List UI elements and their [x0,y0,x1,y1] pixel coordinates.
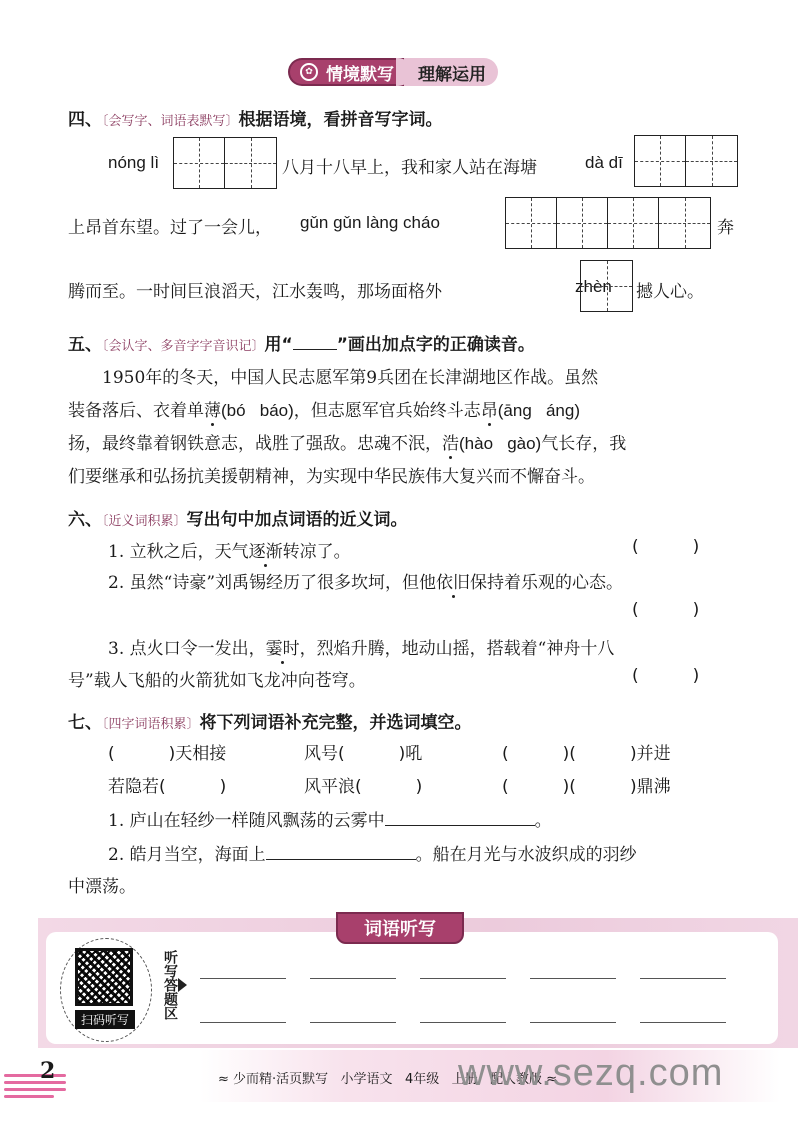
arrow-right-icon [178,978,187,992]
section-banner [288,58,498,86]
q7-s2-pre: 2. 皓月当空，海面上 [108,845,266,865]
banner-left-label: 情境默写 [326,64,394,85]
dictation-line[interactable] [530,978,616,979]
dotted-char-hao: 浩 [442,434,459,454]
q4-pinyin-nongli: nóng lì [108,153,160,172]
dictation-line[interactable] [420,978,506,979]
answer-area-label: 听写答题区 [162,950,178,1020]
q6-instruction: 写出句中加点词语的近义词。 [186,510,408,530]
q6-tag: 〔近义词积累〕 [102,514,187,529]
q7-sentence-2 [108,840,637,865]
q5-instruction-post: ”画出加点字的正确读音。 [336,335,535,355]
q7-s1-post: 。 [534,811,552,831]
banner-right [404,58,498,86]
q7-idiom-1[interactable]: ( )天相接 [108,744,227,764]
q7-s1-blank[interactable] [385,808,535,826]
banner-left [288,58,404,86]
q6-heading [68,505,408,530]
q6-answer-1[interactable]: ( ) [632,537,700,557]
q6-item3-post: ，烈焰升腾，地动山摇，搭载着“神舟十八 [299,639,615,659]
q7-idiom-4[interactable]: 若隐若( ) [108,777,227,797]
q4-line1-text: 八月十八早上，我和家人站在海塘 [282,158,537,178]
q6-item2-post: 保持着乐观的心态。 [470,573,624,593]
q6-item-3-line2: 号”载人飞船的火箭犹如飞龙冲向苍穹。 [68,671,366,691]
q4-instruction: 根据语境，看拼音写字词。 [238,110,443,130]
dictation-title: 词语听写 [336,912,464,944]
q4-line2-text: 上昂首东望。过了一会儿， [68,218,272,238]
dotted-word-shashi: 霎时 [265,639,300,659]
q5-number: 五、 [68,335,102,355]
dictation-line[interactable] [200,1022,286,1023]
q6-item3-pre: 3. 点火口令一发出， [108,639,266,659]
q7-idiom-2[interactable]: 风号( )吼 [304,744,423,764]
q7-idiom-3[interactable]: ( )( )并进 [502,744,671,764]
q7-number: 七、 [68,713,102,733]
q7-idiom-6[interactable]: ( )( )鼎沸 [502,777,671,797]
tianzige-dadi[interactable] [634,135,738,187]
q5-heading [68,330,535,355]
q6-answer-2[interactable]: ( ) [632,600,700,620]
q7-heading [68,708,472,733]
q5-line4: 们要继承和弘扬抗美援朝精神，为实现中华民族伟大复兴而不懈奋斗。 [68,467,595,487]
q5-tag: 〔会认字、多音字字音识记〕 [102,339,265,354]
options-ang[interactable]: (āng áng) [497,401,580,420]
qr-code-icon[interactable] [75,948,133,1006]
dictation-line[interactable] [200,978,286,979]
banner-right-label: 理解运用 [418,64,486,85]
watermark: www.sezq.com [458,1052,724,1094]
footer-book-info: ≈ 少而精·活页默写 小学语文 4年级 上册 配人教版 ≈ [218,1072,558,1087]
q7-s2-post: 。船在月光与水波织成的羽纱 [415,845,637,865]
dotted-char-bao: 薄 [204,401,221,421]
q4-line3-end: 撼人心。 [636,282,704,302]
q5-line1: 1950年的冬天，中国人民志愿军第9兵团在长津湖地区作战。虽然 [102,368,599,388]
q6-item1-post: 转凉了。 [282,542,351,562]
q5-line3-pre: 扬，最终靠着钢铁意志，战胜了强敌。忠魂不泯， [68,434,442,454]
dictation-card [46,932,778,1044]
tianzige-nongli[interactable] [173,137,277,189]
dotted-char-ang: 昂 [480,401,498,421]
options-hao[interactable]: (hào gào) [459,434,542,453]
q6-answer-3[interactable]: ( ) [632,666,700,686]
q7-s1-pre: 1. 庐山在轻纱一样随风飘荡的云雾中 [108,811,385,831]
medal-icon: ✿ [300,63,318,81]
q5-instruction-pre: 用“ [264,335,293,355]
q4-tag: 〔会写字、词语表默写〕 [102,114,239,129]
tianzige-gungunlangchao[interactable] [505,197,711,249]
q6-item-2 [108,568,623,593]
q7-idiom-5[interactable]: 风平浪( ) [304,777,423,797]
q6-item-1 [108,537,351,562]
tianzige-zhen[interactable] [580,260,633,312]
dictation-line[interactable] [530,1022,616,1023]
q5-line2 [68,396,580,421]
q7-instruction: 将下列词语补充完整，并选词填空。 [199,713,472,733]
q6-item2-pre: 2. 虽然“诗豪”刘禹锡经历了很多坎坷，但他 [108,573,437,593]
q5-line3 [68,429,626,454]
q6-item1-pre: 1. 立秋之后，天气 [108,542,249,562]
q6-number: 六、 [68,510,102,530]
q4-number: 四、 [68,110,102,130]
q7-s2-blank[interactable] [266,842,416,860]
q5-line2-mid: ，但志愿军官兵始终斗志 [293,401,481,421]
q7-sentence-2-line2: 中漂荡。 [68,877,136,897]
dictation-line[interactable] [310,978,396,979]
q4-pinyin-dadi: dà dī [585,153,623,172]
q4-heading [68,105,443,130]
dictation-line[interactable] [640,1022,726,1023]
options-bao[interactable]: (bó báo) [221,401,294,420]
q4-pinyin-gungunlangchao: gǔn gǔn làng cháo [300,213,440,232]
dotted-word-zhujian: 逐渐 [248,542,283,562]
q4-line3-text: 腾而至。一时间巨浪滔天，江水轰鸣，那场面格外 [68,282,442,302]
q5-line2-pre: 装备落后、衣着单 [68,401,204,421]
dictation-line[interactable] [420,1022,506,1023]
dictation-line[interactable] [640,978,726,979]
q5-line3-tail: 气长存，我 [541,434,627,454]
qr-label: 扫码听写 [75,1010,135,1029]
q4-line2-end: 奔 [717,218,734,238]
dotted-word-yijiu: 依旧 [436,573,471,593]
q7-tag: 〔四字词语积累〕 [102,717,200,732]
q7-sentence-1 [108,806,552,831]
q4-pinyin-zhen: zhèn [575,277,612,296]
q5-underline-sample [293,332,337,350]
q6-item-3 [108,634,614,659]
page-number: 2 [40,1058,56,1084]
dictation-line[interactable] [310,1022,396,1023]
